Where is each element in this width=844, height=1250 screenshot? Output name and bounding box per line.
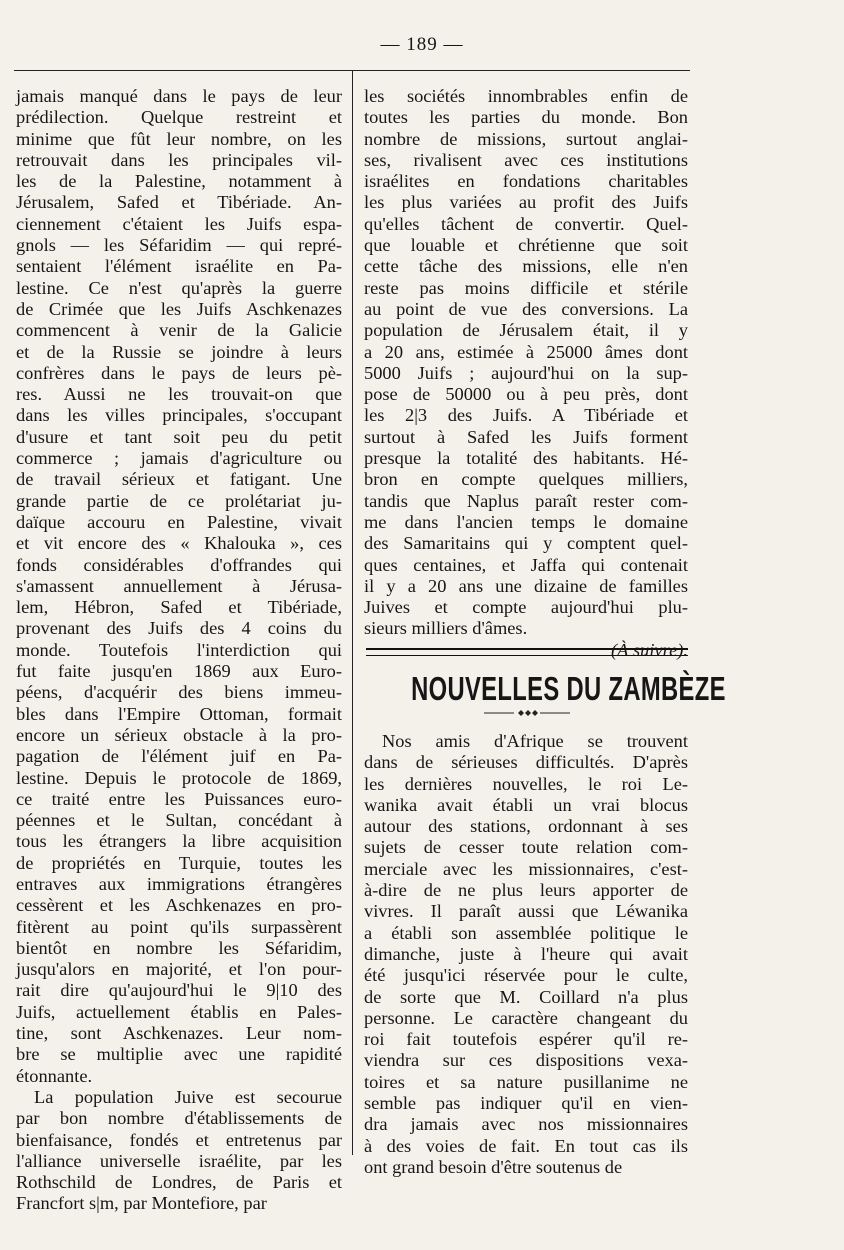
text-line: au point de vue des conversions. La xyxy=(364,298,688,319)
text-line: été jusqu'ici réservée pour le culte, xyxy=(364,965,688,986)
text-line: tandis que Naplus paraît rester com- xyxy=(364,490,688,511)
text-line: jusqu'alors en majorité, et l'on pour- xyxy=(16,959,342,980)
text-line: à-dire de ne plus leurs apporter de xyxy=(364,880,688,901)
text-line: de Crimée que les Juifs Aschkenazes xyxy=(16,298,342,319)
text-line: commerce ; jamais d'agriculture ou xyxy=(16,448,342,469)
text-line: presque la totalité des habitants. Hé- xyxy=(364,448,688,469)
text-line: vivres. Il paraît aussi que Léwanika xyxy=(364,901,688,922)
text-line: à des voies de fait. En tout cas ils xyxy=(364,1135,688,1156)
text-line: sieurs milliers d'âmes. xyxy=(364,618,528,639)
text-line: entraves aux immigrations étrangères xyxy=(16,873,342,894)
text-line: les plus variées au profit des Juifs xyxy=(364,192,688,213)
text-line: me dans l'ancien temps le domaine xyxy=(364,511,688,532)
text-line: Juives et compte aujourd'hui plu- xyxy=(364,597,688,618)
text-line: ont grand besoin d'être soutenus de xyxy=(364,1156,623,1177)
text-line: l'alliance universelle israélite, par les xyxy=(16,1150,342,1171)
text-line: dans les villes principales, s'occupant xyxy=(16,405,342,426)
text-line: Nos amis d'Afrique se trouvent xyxy=(382,731,688,751)
text-line: daïque accouru en Palestine, vivait xyxy=(16,511,342,532)
text-line: bron en compte quelques milliers, xyxy=(364,469,688,490)
text-line: d'usure et tant soit peu du petit xyxy=(16,426,342,447)
text-line: les de la Palestine, notamment à xyxy=(16,171,342,192)
text-line: 5000 Juifs ; aujourd'hui on la sup- xyxy=(364,362,688,383)
text-line: bles dans l'Empire Ottoman, formait xyxy=(16,703,342,724)
text-line: de travail sérieux et fatigant. Une xyxy=(16,469,342,490)
text-line: reste pas moins difficile et stérile xyxy=(364,277,688,298)
left-column xyxy=(16,86,342,1215)
text-line: dra jamais avec nos missionnaires xyxy=(364,1114,688,1135)
right-column-bottom xyxy=(364,731,688,1178)
text-line: pagation de l'élément juif en Pa- xyxy=(16,746,342,767)
text-line: et vit encore des « Khalouka », ces xyxy=(16,533,342,554)
text-line: jamais manqué dans le pays de leur xyxy=(16,86,342,106)
text-line: retrouvait dans les principales vil- xyxy=(16,149,342,170)
text-line: toires et sa nature pusillanime ne xyxy=(364,1071,688,1092)
text-line: commencent à venir de la Galicie xyxy=(16,320,342,341)
text-line: La population Juive est secourue xyxy=(34,1086,342,1107)
section-divider-rule xyxy=(366,648,688,656)
text-line: péens, d'acquérir des biens immeu- xyxy=(16,682,342,703)
text-line: tous les étrangers la libre acquisition xyxy=(16,831,342,852)
text-line: ques centaines, et Jaffa qui contenait xyxy=(364,554,688,575)
text-line: ciennement c'étaient les Juifs espa- xyxy=(16,213,342,234)
text-line: ses, rivalisent avec ces institutions xyxy=(364,149,688,170)
text-line: cessèrent et les Aschkenazes en pro- xyxy=(16,895,342,916)
text-line: il y a 20 ans une dizaine de familles xyxy=(364,575,688,596)
text-line: bre se multiplie avec une rapidité xyxy=(16,1044,342,1065)
text-line: roi fait toutefois espérer qu'il re- xyxy=(364,1029,688,1050)
text-line: fut faite jusqu'en 1869 aux Euro- xyxy=(16,661,342,682)
text-line: gnols — les Séfaridim — qui repré- xyxy=(16,235,342,256)
text-line: semble pas indiquer qu'il en vien- xyxy=(364,1093,688,1114)
text-line: israélites en fondations charitables xyxy=(364,171,688,192)
text-line: lestine. Depuis le protocole de 1869, xyxy=(16,767,342,788)
text-line: monde. Toutefois l'interdiction qui xyxy=(16,639,342,660)
text-line: lestine. Ce n'est qu'après la guerre xyxy=(16,277,342,298)
text-line: Juifs, actuellement établis en Pales- xyxy=(16,1001,342,1022)
text-line: a 20 ans, estimée à 25000 âmes dont xyxy=(364,341,688,362)
text-line: de propriétés en Turquie, toutes les xyxy=(16,852,342,873)
right-column-top xyxy=(364,86,688,661)
text-line: merciale avec les missionnaires, c'est- xyxy=(364,858,688,879)
text-line: nombre de missions, surtout anglai- xyxy=(364,128,688,149)
text-line: cette tâche des missions, elle n'en xyxy=(364,256,688,277)
text-line: par bon nombre d'établissements de xyxy=(16,1108,342,1129)
text-line: les dernières nouvelles, le roi Le- xyxy=(364,773,688,794)
text-line: minime que fût leur nombre, on les xyxy=(16,128,342,149)
text-line: grande partie de ce prolétariat ju- xyxy=(16,490,342,511)
text-line: personne. Le caractère changeant du xyxy=(364,1007,688,1028)
text-line: provenant des Juifs des 4 coins du xyxy=(16,618,342,639)
column-divider xyxy=(352,70,353,1155)
text-line: étonnante. xyxy=(16,1065,93,1086)
text-line: et de la Russie se joindre à leurs xyxy=(16,341,342,362)
text-line: confrères dans le pays de leurs pè- xyxy=(16,362,342,383)
text-line: population de Jérusalem était, il y xyxy=(364,320,688,341)
text-line: tine, sont Aschkenazes. Leur nom- xyxy=(16,1023,342,1044)
text-line: surtout à Safed les Juifs forment xyxy=(364,426,688,447)
section-title: NOUVELLES DU ZAMBÈZE xyxy=(411,670,726,707)
text-line: bientôt en nombre les Séfaridim, xyxy=(16,937,342,958)
text-line: wanika avait établi un vrai blocus xyxy=(364,794,688,815)
text-line: res. Aussi ne les trouvait-on que xyxy=(16,384,342,405)
text-line: sujets de cesser toute relation com- xyxy=(364,837,688,858)
page-number: — 189 — xyxy=(380,34,464,55)
text-line: rait dire qu'aujourd'hui le 9|10 des xyxy=(16,980,342,1001)
text-line: Rothschild de Londres, de Paris et xyxy=(16,1172,342,1193)
text-line: prédilection. Quelque restreint et xyxy=(16,107,342,128)
text-line: Francfort s|m, par Montefiore, par xyxy=(16,1193,267,1214)
text-line: des Samaritains qui y comptent quel- xyxy=(364,533,688,554)
text-line: autour des stations, ordonnant à ses xyxy=(364,816,688,837)
text-line: sentaient l'élément israélite en Pa- xyxy=(16,256,342,277)
text-line: bienfaisance, fondés et entretenus par xyxy=(16,1129,342,1150)
text-line: toutes les parties du monde. Bon xyxy=(364,107,688,128)
text-line: lem, Hébron, Safed et Tibériade, xyxy=(16,597,342,618)
text-line: a établi son assemblée politique le xyxy=(364,922,688,943)
text-line: de sorte que M. Coillard n'a plus xyxy=(364,986,688,1007)
text-line: qu'elles tâchent de convertir. Quel- xyxy=(364,213,688,234)
text-line: fonds considérables d'offrandes qui xyxy=(16,554,342,575)
text-line: ce traité entre les Puissances euro- xyxy=(16,788,342,809)
text-line: pose de 50000 ou à peu près, dont xyxy=(364,384,688,405)
text-line: péennes et le Sultan, concédant à xyxy=(16,810,342,831)
text-line: dimanche, juste à l'heure qui avait xyxy=(364,943,688,964)
text-line: les 2|3 des Juifs. A Tibériade et xyxy=(364,405,688,426)
text-line: Jérusalem, Safed et Tibériade. An- xyxy=(16,192,342,213)
continuation-note: (À suivre). xyxy=(611,639,688,660)
text-line: s'amassent annuellement à Jérusa- xyxy=(16,575,342,596)
text-line: viendra sur ces dispositions vexa- xyxy=(364,1050,688,1071)
text-line: fitèrent au point qu'ils surpassèrent xyxy=(16,916,342,937)
text-line: les sociétés innombrables enfin de xyxy=(364,86,688,106)
text-line: dans de sérieuses difficultés. D'après xyxy=(364,752,688,773)
text-line: encore un sérieux obstacle à la pro- xyxy=(16,724,342,745)
ornament-divider xyxy=(484,708,570,718)
text-line: que louable et chrétienne que soit xyxy=(364,235,688,256)
